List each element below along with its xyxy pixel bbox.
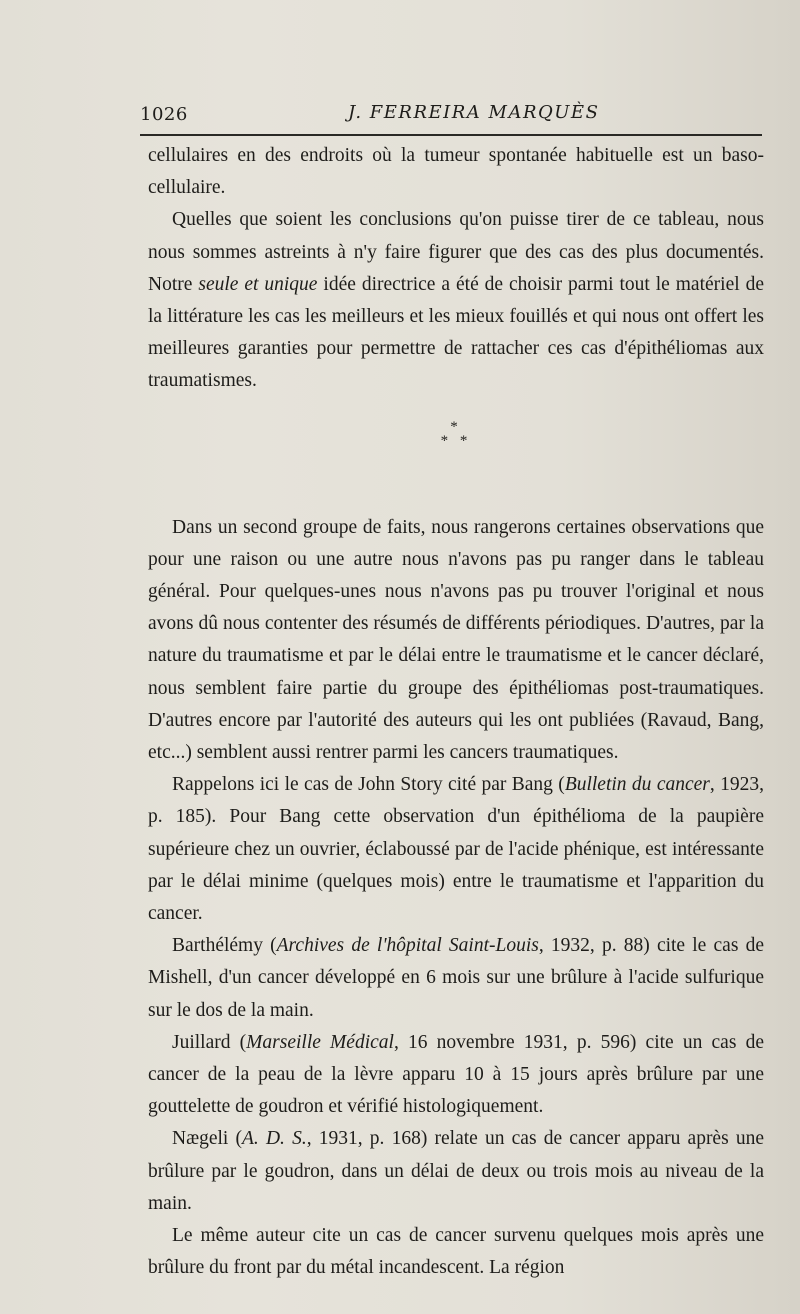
paragraph-4-citation: Bulletin du cancer bbox=[564, 774, 710, 796]
paragraph-6-after: , 16 novembre 1931, p. 596) cite un cas de cancer de la peau de la lèvre apparu 10 à 15 jours après brûlure par une gouttelette de goudron et vérifié histologiquement. bbox=[148, 1031, 765, 1118]
paragraph-5-after: , 1932, p. 88) cite le cas de Mishell, d'un cancer développé en 6 mois sur une brûlure à l'acide sulfurique sur le dos de la main. bbox=[148, 935, 764, 1021]
paragraph-2-after: idée directrice a été de choisir parmi tout le matériel de la littérature les cas les meilleurs et les mieux fouillés et qui nous ont offert les meilleures garanties pour permettre de rattacher ces cas d'épithéliomas aux traumatismes. bbox=[148, 273, 764, 392]
paragraph-2-before: Quelles que soient les conclusions qu'on puisse tirer de ce tableau, nous nous sommes astreints à n'y faire figurer que des cas des plus documentés. Notre bbox=[148, 209, 764, 295]
page-number: 1026 bbox=[140, 104, 188, 125]
paragraph-6-before: Juillard ( bbox=[172, 1031, 247, 1053]
section-separator bbox=[148, 420, 764, 448]
paragraph-7 bbox=[148, 1123, 764, 1220]
body-text bbox=[148, 140, 764, 1285]
page-header bbox=[140, 100, 762, 130]
paragraph-5-before: Barthélémy ( bbox=[172, 935, 277, 957]
paragraph-5 bbox=[148, 930, 764, 1027]
paragraph-7-after: , 1931, p. 168) relate un cas de cancer apparu après une brûlure par le goudron, dans un délai de deux ou trois mois au niveau de la main. bbox=[148, 1128, 765, 1214]
header-rule bbox=[140, 134, 762, 136]
paragraph-5-citation: Archives de l'hôpital Saint-Louis bbox=[276, 935, 539, 957]
paragraph-1: cellulaires en des endroits où la tumeur spontanée habituelle est un baso-cellulaire. bbox=[148, 145, 764, 199]
paragraph-6-citation: Marseille Médical bbox=[246, 1031, 394, 1053]
paragraph-7-before: Nægeli ( bbox=[172, 1128, 242, 1150]
running-head: J. FERREIRA MARQUÈS bbox=[348, 102, 600, 123]
paragraph-4-before: Rappelons ici le cas de John Story cité par Bang ( bbox=[172, 774, 565, 796]
paragraph-2 bbox=[148, 204, 764, 397]
asterism-bottom: * * bbox=[440, 432, 472, 449]
paragraph-4 bbox=[148, 769, 764, 930]
paragraph-6 bbox=[148, 1027, 764, 1124]
paragraph-8: Le même auteur cite un cas de cancer survenu quelques mois après une brûlure du front par du métal incandescent. La région bbox=[148, 1225, 764, 1279]
paragraph-3: Dans un second groupe de faits, nous rangerons certaines observations que pour une raison ou une autre nous n'avons pas pu ranger dans le tableau général. Pour quelques-unes nous n'avons pas pu trouver l'original et nous avons dû nous contenter des résumés de différents périodiques. D'autres, par la nature du traumatisme et par le délai entre le traumatisme et le cancer déclaré, nous semblent faire partie du groupe des épithéliomas post-traumatiques. D'autres encore par l'autorité des auteurs qui les ont publiées (Ravaud, Bang, etc...) semblent aussi rentrer parmi les cancers traumatiques. bbox=[148, 516, 764, 764]
asterism-top: * bbox=[450, 418, 462, 435]
paragraph-2-emphasis: seule et unique bbox=[198, 273, 318, 295]
paragraph-4-after: , 1923, p. 185). Pour Bang cette observation d'un épithélioma de la paupière supérieure chez un ouvrier, éclaboussé par de l'acide phénique, est intéressante par le délai minime (quelques mois) entre le traumatisme et l'apparition du cancer. bbox=[148, 774, 765, 925]
paragraph-7-citation: A. D. S. bbox=[242, 1128, 307, 1150]
